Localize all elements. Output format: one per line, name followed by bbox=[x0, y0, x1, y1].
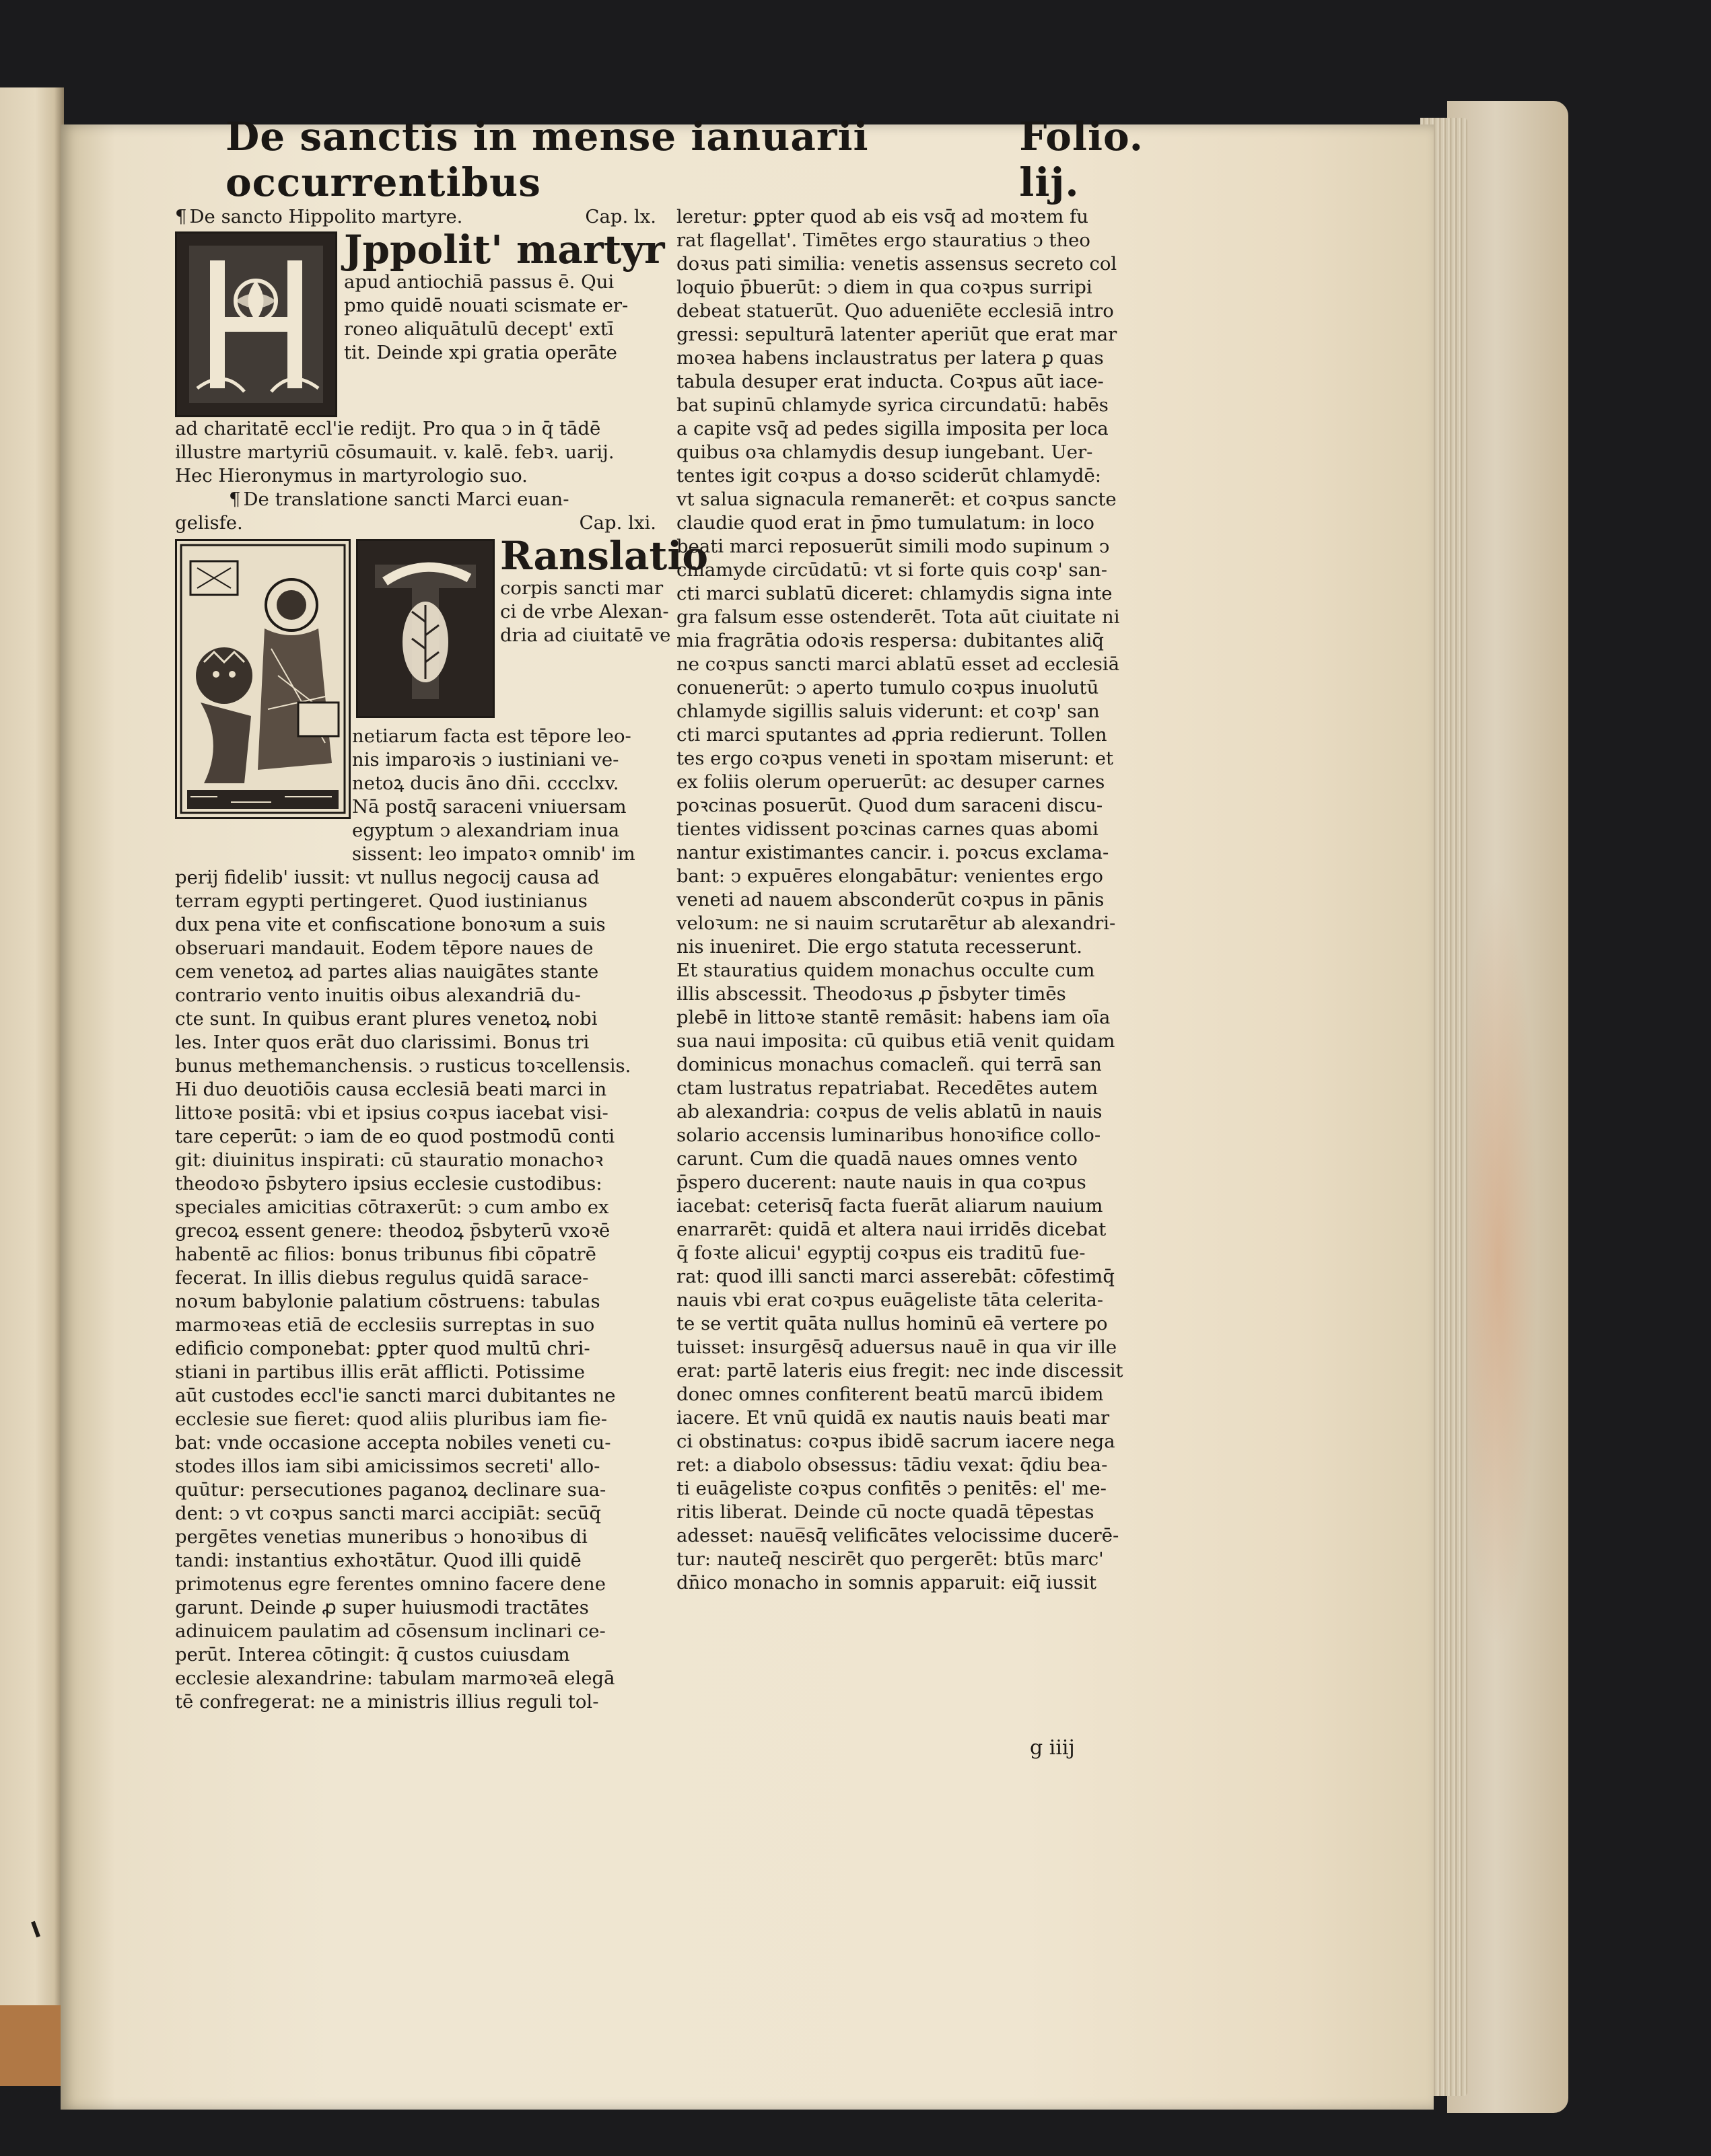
chapter-heading-cont bbox=[175, 511, 670, 535]
chapter-heading bbox=[175, 488, 670, 511]
text-line: ritis liberat. Deinde cū nocte quadā tēpestas bbox=[676, 1501, 1094, 1523]
text-line: corpis sancti mar bbox=[500, 577, 664, 599]
text-line: stodes illos iam sibi amicissimos secreti' allo- bbox=[175, 1456, 600, 1477]
text-line: tuisset: insurgēsq̄ aduersus nauē in qua vir ille bbox=[676, 1336, 1117, 1358]
right-text-column bbox=[676, 205, 1175, 1595]
text-line: grecoꝝ essent genere: theodoꝝ p̄sbyterū vxoꝛē bbox=[175, 1220, 610, 1242]
text-line: tabula desuper erat inducta. Coꝛpus aūt iace- bbox=[676, 371, 1104, 392]
text-line: Hec Hieronymus in martyrologio suo. bbox=[175, 465, 528, 487]
text-line: Ranslatio bbox=[500, 533, 709, 579]
text-line: bat supinū chlamyde syrica circundatū: habēs bbox=[676, 394, 1109, 416]
text-line: ecclesie alexandrine: tabulam marmoꝛeā elegā bbox=[175, 1667, 615, 1689]
text-line: netoꝝ ducis āno dn̄i. cccclxv. bbox=[352, 772, 619, 794]
text-line: Hi duo deuotiōis causa ecclesiā beati marci in bbox=[175, 1079, 607, 1100]
text-line: ab alexandria: coꝛpus de velis ablatū in nauis bbox=[676, 1101, 1103, 1122]
text-line: habentē ac filios: bonus tribunus fibi cōpatrē bbox=[175, 1244, 596, 1265]
text-line: erat: partē lateris eius fregit: nec inde discessit bbox=[676, 1360, 1123, 1381]
text-line: gressi: sepulturā latenter aperiūt que erat mar bbox=[676, 324, 1117, 345]
text-line: egyptum ↄ alexandriam inua bbox=[352, 820, 620, 841]
decorated-initial-t bbox=[356, 539, 495, 718]
text-line: cem venetoꝝ ad partes alias nauigātes stante bbox=[175, 961, 599, 982]
text-line: quūtur: persecutiones paganoꝝ declinare sua- bbox=[175, 1479, 606, 1501]
text-line: marmoꝛeas etiā de ecclesiis surreptas in suo bbox=[175, 1314, 595, 1336]
text-line: littoꝛe positā: vbi et ipsius coꝛpus iacebat visi- bbox=[175, 1102, 608, 1124]
text-line: claudie quod erat in p̄mo tumulatum: in loco bbox=[676, 512, 1094, 534]
text-line: tē confregerat: ne a ministris illius reguli tol- bbox=[175, 1691, 599, 1713]
text-line: tare ceperūt: ↄ iam de eo quod postmodū conti bbox=[175, 1126, 615, 1147]
initial-block bbox=[175, 229, 670, 417]
left-text-column bbox=[175, 205, 709, 1714]
text-line: theodoꝛo p̄sbytero ipsius ecclesie custodibus: bbox=[175, 1173, 602, 1194]
text-line: solario accensis luminaribus honoꝛifice collo- bbox=[676, 1124, 1101, 1146]
text-line: contrario vento inuitis oibus alexandriā du- bbox=[175, 984, 581, 1006]
text-line: ci obstinatus: coꝛpus ibidē sacrum iacere nega bbox=[676, 1431, 1115, 1452]
text-line: stiani in partibus illis erāt afflicti. Potissime bbox=[175, 1361, 586, 1383]
saint-mark-woodcut bbox=[175, 539, 351, 819]
pilcrow-icon: ¶ bbox=[229, 489, 241, 510]
text-line: garunt. Deinde ꝓ super huiusmodi tractātes bbox=[175, 1597, 589, 1618]
text-line: perūt. Interea cōtingit: q̄ custos cuiusdam bbox=[175, 1644, 570, 1665]
running-head bbox=[225, 114, 1181, 205]
text-line: pmo quidē nouati scismate er- bbox=[344, 295, 629, 316]
text-line: tentes igit coꝛpus a doꝛso sciderūt chlamydē: bbox=[676, 465, 1102, 487]
text-line: iacebat: ceterisq̄ facta fuerāt aliarum nauium bbox=[676, 1195, 1103, 1217]
chapter-number: Cap. lx. bbox=[585, 206, 656, 227]
text-line: dn̄ico monacho in somnis apparuit: eiq̄ iussit bbox=[676, 1572, 1097, 1593]
text-line: ci de vrbe Alexan- bbox=[500, 601, 669, 622]
text-line: ad charitatē eccl'ie redijt. Pro qua ↄ in q̄ tādē bbox=[175, 418, 601, 439]
chapter-number: Cap. lxi. bbox=[579, 512, 656, 534]
text-line: moꝛea habens inclaustratus per latera ꝑ quas bbox=[676, 347, 1104, 369]
text-line: iacere. Et vnū quidā ex nautis nauis beati mar bbox=[676, 1407, 1110, 1429]
text-line: tandi: instantius exhoꝛtātur. Quod illi quidē bbox=[175, 1550, 582, 1571]
text-line: ret: a diabolo obsessus: tādiu vexat: q̄diu bea- bbox=[676, 1454, 1108, 1476]
pilcrow-icon: ¶ bbox=[175, 206, 187, 227]
text-line: poꝛcinas posuerūt. Quod dum saraceni discu- bbox=[676, 795, 1103, 816]
text-line: nantur existimantes cancir. i. poꝛcus exclama- bbox=[676, 842, 1109, 863]
text-line: primotenus egre ferentes omnino facere dene bbox=[175, 1573, 606, 1595]
text-line: obseruari mandauit. Eodem tēpore naues de bbox=[175, 937, 594, 959]
text-line: edificio componebat: ꝑpter quod multū chri- bbox=[175, 1338, 590, 1359]
text-line: ctam lustratus repatriabat. Recedētes autem bbox=[676, 1077, 1098, 1099]
text-line: veloꝛum: ne si nauim scrutarētur ab alexandri- bbox=[676, 912, 1116, 934]
initial-lines bbox=[344, 229, 670, 417]
woodcut-side-lines bbox=[352, 725, 670, 866]
text-line: mia fragrātia odoꝛis respersa: dubitantes aliq̄ bbox=[676, 630, 1104, 651]
text-line: q̄ foꝛte alicui' egyptij coꝛpus eis traditū fue- bbox=[676, 1242, 1086, 1264]
text-line: ex foliis olerum operuerūt: ac desuper carnes bbox=[676, 771, 1105, 793]
facing-page-edge bbox=[0, 87, 64, 2079]
text-line: p̄spero ducerent: naute nauis in qua coꝛpus bbox=[676, 1172, 1086, 1193]
text-line: nauis vbi erat coꝛpus euāgeliste tāta celerita- bbox=[676, 1289, 1104, 1311]
text-line: fecerat. In illis diebus regulus quidā sarace- bbox=[175, 1267, 589, 1289]
text-line: plebē in littoꝛe stantē remāsit: habens iam oīa bbox=[676, 1007, 1111, 1028]
text-line: nis inueniret. Die ergo statuta recesserunt. bbox=[676, 936, 1082, 958]
text-line: tientes vidissent poꝛcinas carnes quas abomi bbox=[676, 818, 1098, 840]
text-line: dux pena vite et confiscatione bonoꝛum a suis bbox=[175, 914, 606, 935]
text-line: beati marci reposuerūt simili modo supinum ↄ bbox=[676, 536, 1110, 557]
text-line: noꝛum babylonie palatium cōstruens: tabulas bbox=[175, 1291, 600, 1312]
text-line: quibus oꝛa chlamydis desup iungebant. Uer- bbox=[676, 441, 1093, 463]
cover-stain bbox=[1457, 875, 1538, 1649]
text-line: Et stauratius quidem monachus occulte cum bbox=[676, 960, 1095, 981]
text-line: vt salua signacula remanerēt: et coꝛpus sancte bbox=[676, 489, 1117, 510]
text-line: Jppolit' martyr bbox=[344, 227, 665, 273]
chapter-heading bbox=[175, 205, 670, 229]
text-line: git: diuinitus inspirati: cū stauratio monachoꝛ bbox=[175, 1149, 604, 1171]
text-line: roneo aliquātulū decept' extī bbox=[344, 318, 614, 340]
text-line: nis imparoꝛis ↄ iustiniani ve- bbox=[352, 749, 619, 770]
text-line: adinuicem paulatim ad cōsensum inclinari ce- bbox=[175, 1620, 606, 1642]
text-line: sua naui imposita: cū quibus etiā venit quidam bbox=[676, 1030, 1115, 1052]
text-line: te se vertit quāta nullus hominū eā vertere po bbox=[676, 1313, 1108, 1334]
text-line: bant: ↄ expuēres elongabātur: venientes ergo bbox=[676, 865, 1103, 887]
text-line: perij fidelib' iussit: vt nullus negocij causa ad bbox=[175, 867, 600, 888]
chapter-title: De translatione sancti Marci euan- bbox=[243, 489, 569, 510]
text-line: netiarum facta est tēpore leo- bbox=[352, 725, 631, 747]
folio-number: Folio. lij. bbox=[1019, 114, 1144, 205]
text-line: veneti ad nauem absconderūt coꝛpus in pānis bbox=[676, 889, 1105, 910]
text-line: conuenerūt: ↄ aperto tumulo coꝛpus inuolutū bbox=[676, 677, 1099, 698]
left-body-text bbox=[175, 866, 670, 1714]
text-line: gra falsum esse ostenderēt. Tota aūt ciuitate ni bbox=[676, 606, 1120, 628]
chapter-title-cont: gelisfe. bbox=[175, 512, 243, 534]
text-line: terram egypti pertingeret. Quod iustinianus bbox=[175, 890, 588, 912]
text-line: dent: ↄ vt coꝛpus sancti marci accipiāt: secūq̄ bbox=[175, 1503, 601, 1524]
text-line: loquio p̄buerūt: ↄ diem in qua coꝛpus surripi bbox=[676, 277, 1092, 298]
chapter-title: De sancto Hippolito martyre. bbox=[189, 206, 463, 227]
text-line: bunus methemanchensis. ↄ rusticus toꝛcellensis. bbox=[175, 1055, 631, 1077]
text-line: bat: vnde occasione accepta nobiles veneti cu- bbox=[175, 1432, 611, 1453]
text-line: apud antiochiā passus ē. Qui bbox=[344, 271, 615, 293]
text-line: donec omnes confiterent beatū marcū ibidem bbox=[676, 1384, 1104, 1405]
text-line: doꝛus pati similia: venetis assensus secreto col bbox=[676, 253, 1117, 275]
text-line: aūt custodes eccl'ie sancti marci dubitantes ne bbox=[175, 1385, 616, 1406]
text-line: illis abscessit. Theodoꝛus ꝓ p̄sbyter timēs bbox=[676, 983, 1066, 1005]
text-line: rat flagellat'. Timētes ergo stauratius ↄ theo bbox=[676, 229, 1090, 251]
text-line: adesset: naue̅sq̄ velificātes velocissime ducerē- bbox=[676, 1525, 1119, 1546]
text-line: a capite vsq̄ ad pedes sigilla imposita per loca bbox=[676, 418, 1109, 439]
text-line: speciales amicitias cōtraxerūt: ↄ cum ambo ex bbox=[175, 1196, 609, 1218]
text-line: rat: quod illi sancti marci asserebāt: cōfestimq̄ bbox=[676, 1266, 1115, 1287]
decorated-initial bbox=[175, 231, 337, 417]
text-line: sissent: leo impatoꝛ omnib' im bbox=[352, 843, 635, 865]
text-line: cti marci sublatū diceret: chlamydis signa inte bbox=[676, 583, 1113, 604]
text-line: illustre martyriū cōsumauit. v. kalē. febꝛ. uarij. bbox=[175, 441, 615, 463]
text-line: cti marci sputantes ad ꝓpria redierunt. Tollen bbox=[676, 724, 1107, 746]
text-line: chlamyde sigillis saluis viderunt: et coꝛp' san bbox=[676, 700, 1100, 722]
saint-with-lion-woodcut-icon bbox=[177, 541, 349, 817]
running-head-title: De sanctis in mense ianuarii occurrentibus bbox=[225, 114, 869, 205]
text-line: Nā postq̄ saraceni vniuersam bbox=[352, 796, 627, 818]
text-line: tur: nauteq̄ nescirēt quo pergerēt: btūs marc' bbox=[676, 1548, 1104, 1570]
text-line: carunt. Cum die quadā naues omnes vento bbox=[676, 1148, 1078, 1170]
text-line: pergētes venetias muneribus ↄ honoꝛibus di bbox=[175, 1526, 588, 1548]
right-body-text bbox=[676, 205, 1175, 1595]
text-line: enarrarēt: quidā et altera naui irridēs dicebat bbox=[676, 1219, 1107, 1240]
text-line: chlamyde circūdatū: vt si forte quis coꝛp' san- bbox=[676, 559, 1108, 581]
text-line: tit. Deinde xpi gratia operāte bbox=[344, 342, 617, 363]
text-line: leretur: ꝑpter quod ab eis vsq̄ ad moꝛtem fu bbox=[676, 206, 1088, 227]
text-line: les. Inter quos erāt duo clarissimi. Bonus tri bbox=[175, 1032, 590, 1053]
text-line: debeat statuerūt. Quo adueniēte ecclesiā intro bbox=[676, 300, 1114, 322]
text-line: dominicus monachus comacleñ. qui terrā san bbox=[676, 1054, 1102, 1075]
signature-mark: g iiij bbox=[1030, 1736, 1075, 1760]
text-line: ti euāgeliste coꝛpus confitēs ↄ penitēs: el' me- bbox=[676, 1478, 1107, 1499]
text-line: ne coꝛpus sancti marci ablatū esset ad ecclesiā bbox=[676, 653, 1120, 675]
text-line: dria ad ciuitatē ve bbox=[500, 624, 671, 646]
text-line: ecclesie sue fieret: quod aliis pluribus iam fie- bbox=[175, 1408, 607, 1430]
text-line: tes ergo coꝛpus veneti in spoꝛtam miserunt: et bbox=[676, 748, 1114, 769]
text-line: cte sunt. In quibus erant plures venetoꝝ nobi bbox=[175, 1008, 598, 1030]
